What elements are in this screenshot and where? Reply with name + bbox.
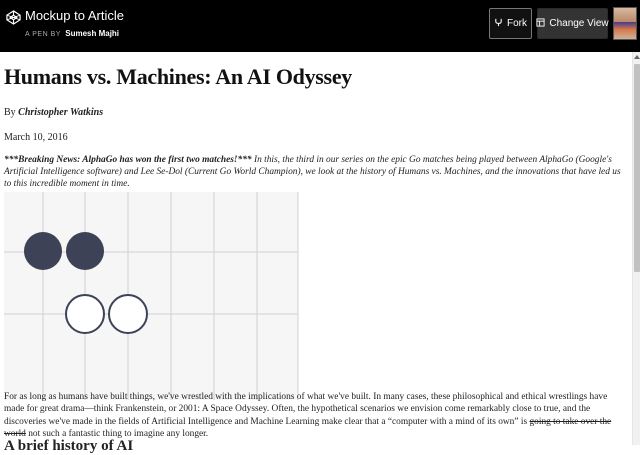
body-text-1: For as long as humans have built things, we've wrestled with the implications of what we've built. In many cases, these philosophical and ethical wrestlings have made for great drama—think Frankenstein, or 2001: A Space Odyssey. Often, the hypothetical scenarios we envision come remarkably close to true, and the discoveries we've made in the fields of Artificial Intelligence and Machine Learning make clear that a “computer with a mind of its own” is <box>4 392 608 427</box>
black-stone <box>66 232 104 270</box>
top-bar <box>0 0 640 52</box>
body-text-2: not such a fantastic thing to imagine any longer. <box>25 428 209 439</box>
go-board-background <box>4 192 298 400</box>
pen-author-link[interactable]: Sumesh Majhi <box>65 29 120 38</box>
go-board-illustration <box>4 192 298 400</box>
codepen-logo-icon[interactable] <box>6 10 21 25</box>
struck-text: going to take over the world <box>4 416 612 439</box>
fork-label: Fork <box>507 18 527 29</box>
author-name: Christopher Watkins <box>18 107 104 118</box>
fork-button[interactable] <box>489 8 532 39</box>
white-stone <box>109 295 147 333</box>
byline <box>4 107 103 118</box>
by-label: By <box>4 107 16 118</box>
intro-paragraph <box>4 154 628 190</box>
change-view-button[interactable] <box>537 8 608 39</box>
change-view-label: Change View <box>549 18 609 29</box>
white-stone <box>66 295 104 333</box>
section-heading: A brief history of AI <box>4 438 134 454</box>
black-stone <box>24 232 62 270</box>
pen-byline <box>25 29 119 38</box>
user-avatar[interactable] <box>613 7 637 40</box>
scrollbar-thumb[interactable] <box>634 64 640 272</box>
layout-icon <box>536 18 545 30</box>
pen-title[interactable]: Mockup to Article <box>25 8 124 23</box>
article <box>0 52 632 454</box>
publish-date: March 10, 2016 <box>4 132 68 143</box>
body-paragraph <box>4 391 628 440</box>
fork-icon <box>494 18 503 30</box>
scroll-up-arrow-icon[interactable] <box>634 55 640 59</box>
article-title: Humans vs. Machines: An AI Odyssey <box>4 64 352 89</box>
vertical-scrollbar[interactable] <box>632 52 640 445</box>
intro-text: In this, the third in our series on the epic Go matches being played between AlphaGo (Google's Artificial Intelligence software) and Lee Se-Dol (Current Go World Champion), we look at the history of Humans vs. Machines, and the innovations that have led us to this incredible moment in time. <box>4 155 621 189</box>
pen-by-label: A PEN BY <box>25 31 61 38</box>
breaking-news: ***Breaking News: AlphaGo has won the first two matches!*** <box>4 155 252 165</box>
